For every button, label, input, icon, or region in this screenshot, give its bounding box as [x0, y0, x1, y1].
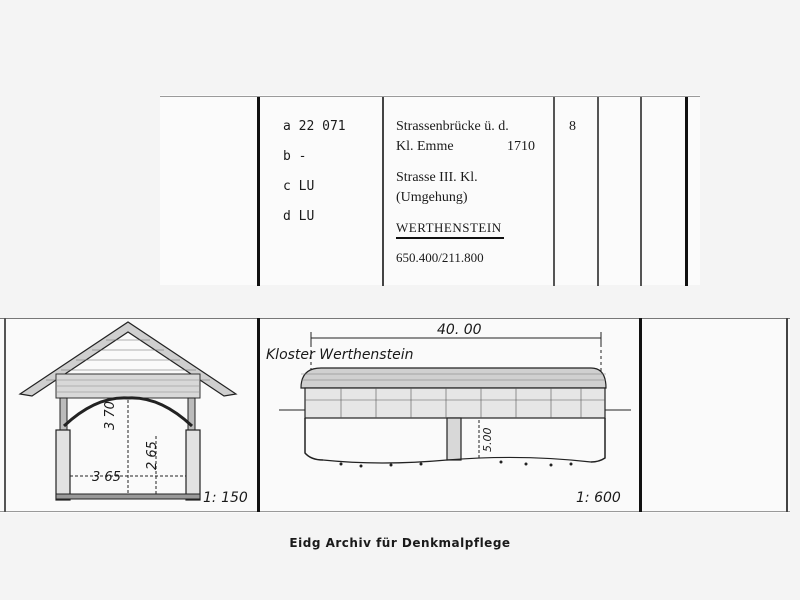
archive-caption: Eidg Archiv für Denkmalpflege: [289, 536, 511, 550]
record-year: 1710: [507, 139, 535, 154]
place-underline: [396, 237, 504, 239]
record-road-note: (Umgehung): [396, 190, 468, 205]
record-code-c: c LU: [283, 179, 315, 194]
elevation-length-label: 40. 00: [437, 322, 482, 338]
drawing-divider: [639, 318, 642, 512]
elevation-site-label: Kloster Werthenstein: [266, 347, 414, 363]
record-road-class: Strasse III. Kl.: [396, 170, 478, 185]
card-divider: [685, 96, 688, 286]
elevation-scale: 1: 600: [576, 490, 621, 506]
record-code-a: a 22 071: [283, 119, 346, 134]
section-width-label: 3 65: [92, 470, 121, 485]
record-title-line2: Kl. Emme: [396, 139, 454, 154]
record-coordinates: 650.400/211.800: [396, 250, 484, 265]
cross-section-drawing: [6, 318, 256, 508]
record-code-b: b -: [283, 149, 307, 164]
card-divider: [257, 96, 260, 286]
card-divider: [553, 96, 555, 286]
section-inner-label: 2 65: [145, 441, 160, 470]
card-divider: [640, 96, 642, 286]
record-title: Strassenbrücke ü. d.: [396, 119, 509, 134]
drawing-card-border: [0, 511, 790, 512]
section-height-label: 3 70: [103, 401, 118, 430]
drawing-divider: [786, 318, 788, 512]
section-scale: 1: 150: [203, 490, 248, 506]
elevation-depth-label: 5.00: [481, 427, 494, 452]
record-code-d: d LU: [283, 209, 315, 224]
card-divider: [597, 96, 599, 286]
drawing-divider: [257, 318, 260, 512]
record-number: 8: [569, 119, 576, 134]
card-divider: [382, 96, 384, 286]
record-place: WERTHENSTEIN: [396, 220, 502, 235]
card-border: [160, 96, 700, 97]
